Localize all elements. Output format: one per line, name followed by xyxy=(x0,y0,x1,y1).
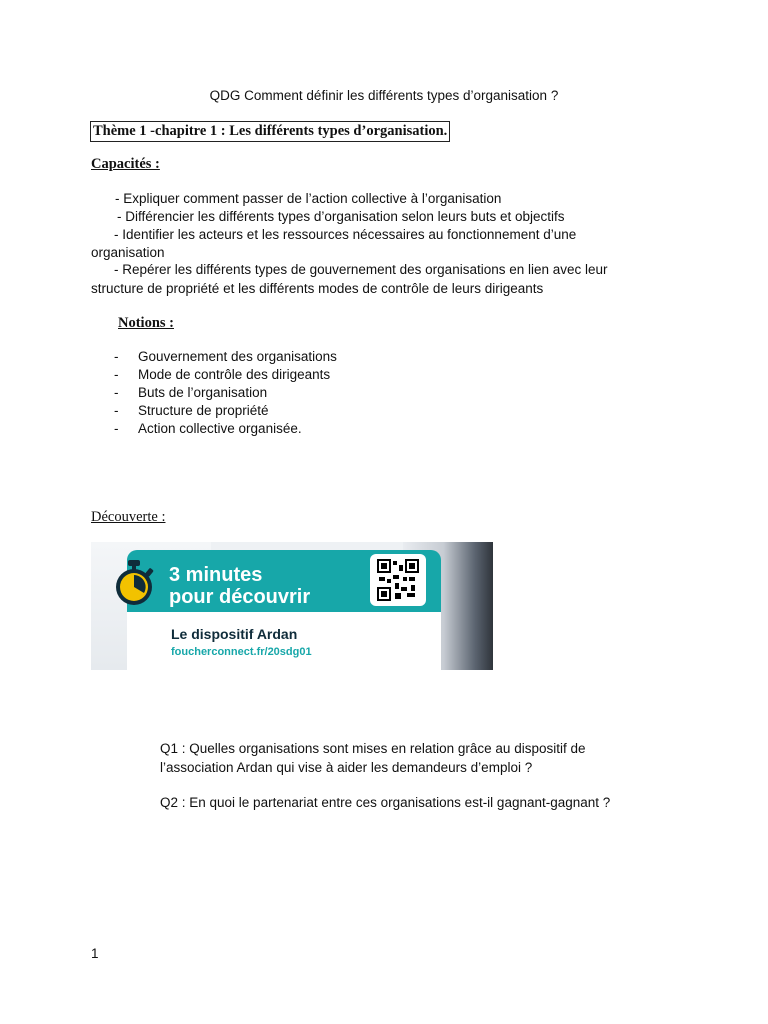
document-title: QDG Comment définir les différents types d’organisation ? xyxy=(209,88,559,103)
banner-subtitle: Le dispositif Ardan xyxy=(171,626,298,642)
capacite-line: structure de propriété et les différents modes de contrôle de leurs dirigeants xyxy=(91,281,544,296)
notion-dash: - xyxy=(114,349,119,364)
question-line: Q2 : En quoi le partenariat entre ces organisations est-il gagnant-gagnant ? xyxy=(160,795,611,810)
discovery-banner-image xyxy=(91,542,493,670)
stopwatch-icon xyxy=(113,560,155,606)
notion-dash: - xyxy=(114,421,119,436)
page-number: 1 xyxy=(91,946,99,961)
notion-item: Buts de l’organisation xyxy=(138,385,268,400)
decouverte-heading: Découverte : xyxy=(91,509,166,525)
banner-link: foucherconnect.fr/20sdg01 xyxy=(171,646,312,658)
banner-title-line: 3 minutes xyxy=(169,564,263,586)
banner-title-line: pour découvrir xyxy=(169,586,311,608)
capacite-line: organisation xyxy=(91,245,165,260)
banner-title xyxy=(169,564,310,608)
notion-item: Gouvernement des organisations xyxy=(138,349,337,364)
qr-code-icon xyxy=(370,554,426,606)
notion-item: Action collective organisée. xyxy=(138,421,302,436)
notions-heading: Notions : xyxy=(118,315,174,331)
notion-item: Structure de propriété xyxy=(138,403,269,418)
question-line: l’association Ardan qui vise à aider les demandeurs d’emploi ? xyxy=(160,760,533,775)
notion-dash: - xyxy=(114,385,119,400)
capacite-line: - Identifier les acteurs et les ressources nécessaires au fonctionnement d’une xyxy=(114,227,577,242)
capacite-line: - Différencier les différents types d’organisation selon leurs buts et objectifs xyxy=(117,209,565,224)
notion-item: Mode de contrôle des dirigeants xyxy=(138,367,331,382)
capacite-line: - Repérer les différents types de gouvernement des organisations en lien avec leur xyxy=(114,262,608,277)
question-line: Q1 : Quelles organisations sont mises en relation grâce au dispositif de xyxy=(160,741,586,756)
capacites-heading: Capacités : xyxy=(91,156,160,172)
notion-dash: - xyxy=(114,367,119,382)
notion-dash: - xyxy=(114,403,119,418)
capacite-line: - Expliquer comment passer de l’action collective à l’organisation xyxy=(115,191,502,206)
theme-heading: Thème 1 -chapitre 1 : Les différents types d’organisation. xyxy=(90,121,450,142)
